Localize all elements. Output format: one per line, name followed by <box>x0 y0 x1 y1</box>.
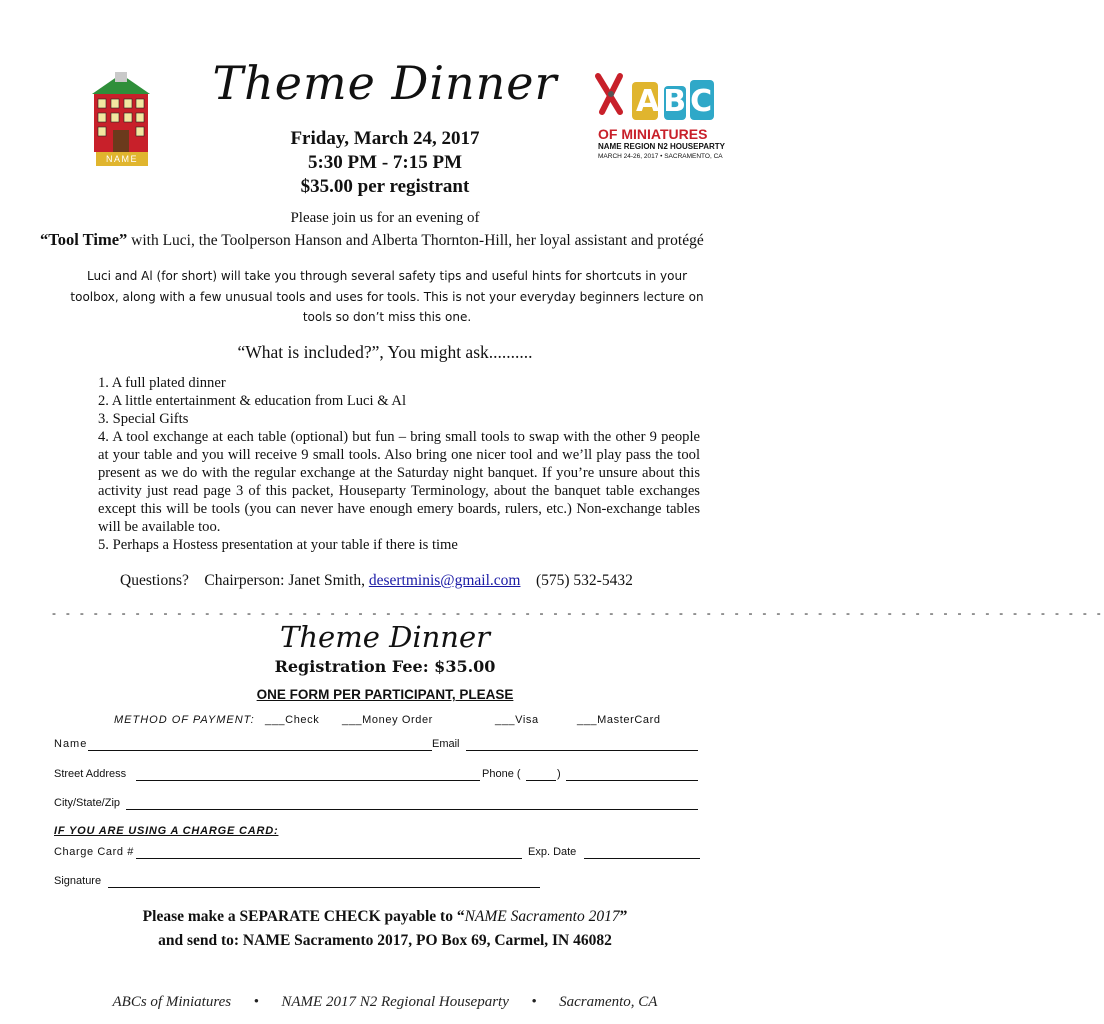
questions-label: Questions? <box>120 572 189 589</box>
signature-field[interactable] <box>108 887 540 888</box>
intro-paragraph: Luci and Al (for short) will take you through several safety tips and useful hints for shortcuts in your toolbox, along with a few unusual tools and uses for tools. This is not your everyday beginners lecture on tools so don’t miss this one. <box>70 269 704 324</box>
theme-description: with Luci, the Toolperson Hanson and Alberta Thornton-Hill, her loyal assistant and protégé <box>127 232 704 249</box>
list-item: 2. A little entertainment & education from Luci & Al <box>98 393 407 409</box>
exp-date-field[interactable] <box>584 858 700 859</box>
event-time: 5:30 PM - 7:15 PM <box>307 152 463 173</box>
logo-line3: MARCH 24-26, 2017 • SACRAMENTO, CA <box>598 153 723 160</box>
registration-fee: Registration Fee: $35.00 <box>274 657 496 676</box>
phone-number: (575) 532-5432 <box>535 572 633 589</box>
phone-area-code-field[interactable] <box>526 780 556 781</box>
event-date: Friday, March 24, 2017 <box>290 128 480 149</box>
footer-right: Sacramento, CA <box>559 994 658 1010</box>
included-list <box>98 374 700 554</box>
separate-check-prefix: Please make a SEPARATE CHECK payable to “ <box>142 908 465 925</box>
email-label: Email <box>432 738 460 750</box>
page-footer <box>0 994 770 1011</box>
city-state-zip-label: City/State/Zip <box>54 797 121 809</box>
charge-card-label: Charge Card # <box>54 846 134 858</box>
chairperson: Chairperson: Janet Smith, <box>204 572 365 589</box>
email-link[interactable]: desertminis@gmail.com <box>368 572 521 589</box>
list-item: 4. A tool exchange at each table (optional) but fun – bring small tools to swap with the other 9 people at your table and you will receive 9 small tools. Also bring one nicer tool and we’ll play pass the tool present as we do with the regular exchange at the Saturday night banquet. If you’re unsure about this activity just read page 3 of this packet, Houseparty Terminology, about the banquet table exchanges except this will be tools (you can never have enough emery boards, rulers, etc.) Non-exchange tables will be available too. <box>98 429 700 535</box>
form-title: Theme Dinner <box>280 620 490 654</box>
event-price: $35.00 per registrant <box>300 176 470 197</box>
list-item: 5. Perhaps a Hostess presentation at your table if there is time <box>98 537 458 553</box>
separate-check-note <box>0 908 770 926</box>
name-field[interactable] <box>88 750 432 751</box>
questions-line <box>120 572 633 590</box>
phone-label: Phone ( <box>482 768 521 780</box>
payment-option-money-order[interactable]: ___Money Order <box>342 714 433 726</box>
signature-label: Signature <box>54 875 102 887</box>
list-item: 1. A full plated dinner <box>98 375 226 391</box>
theme-name: “Tool Time” <box>40 230 128 249</box>
theme-line <box>40 230 740 250</box>
send-to-address: and send to: NAME Sacramento 2017, PO Box 69, Carmel, IN 46082 <box>158 932 612 949</box>
logo-line2: NAME REGION N2 HOUSEPARTY <box>598 142 725 151</box>
name-label: Name <box>54 738 88 750</box>
invite-text: Please join us for an evening of <box>290 210 480 226</box>
logo-name-text: NAME <box>105 154 138 164</box>
included-heading: “What is included?”, You might ask.......... <box>237 342 533 362</box>
phone-number-field[interactable] <box>566 780 698 781</box>
charge-card-field[interactable] <box>136 858 522 859</box>
exp-date-label: Exp. Date <box>528 846 577 858</box>
footer-left: ABCs of Miniatures <box>112 994 232 1010</box>
cut-line-divider: - - - - - - - - - - - - - - - - - - - - - - - - - - - - - - - - - - - - - - - - - - - - - - - - - - - - - - - - - - - - - - - - - - - - - - - - - - - - <box>52 606 1104 620</box>
logo-line1: OF MINIATURES <box>598 126 708 142</box>
charge-card-heading: IF YOU ARE USING A CHARGE CARD: <box>54 825 279 837</box>
list-item: 3. Special Gifts <box>98 411 189 427</box>
logo-big-letters: ABCs <box>636 84 738 119</box>
check-payee: NAME Sacramento 2017 <box>464 908 620 925</box>
email-field[interactable] <box>466 750 698 751</box>
street-address-field[interactable] <box>136 780 480 781</box>
page-title: Theme Dinner <box>212 56 558 110</box>
separate-check-suffix: ” <box>619 908 628 925</box>
one-form-notice: ONE FORM PER PARTICIPANT, PLEASE <box>256 687 514 702</box>
city-state-zip-field[interactable] <box>126 809 698 810</box>
phone-close-paren: ) <box>557 768 561 780</box>
payment-option-mastercard[interactable]: ___MasterCard <box>577 714 661 726</box>
street-address-label: Street Address <box>54 768 127 780</box>
payment-option-visa[interactable]: ___Visa <box>495 714 539 726</box>
payment-method-label: METHOD OF PAYMENT: <box>114 714 255 726</box>
payment-option-check[interactable]: ___Check <box>265 714 320 726</box>
footer-separator: • <box>531 994 537 1010</box>
footer-separator: • <box>253 994 259 1010</box>
footer-middle: NAME 2017 N2 Regional Houseparty <box>281 994 509 1010</box>
